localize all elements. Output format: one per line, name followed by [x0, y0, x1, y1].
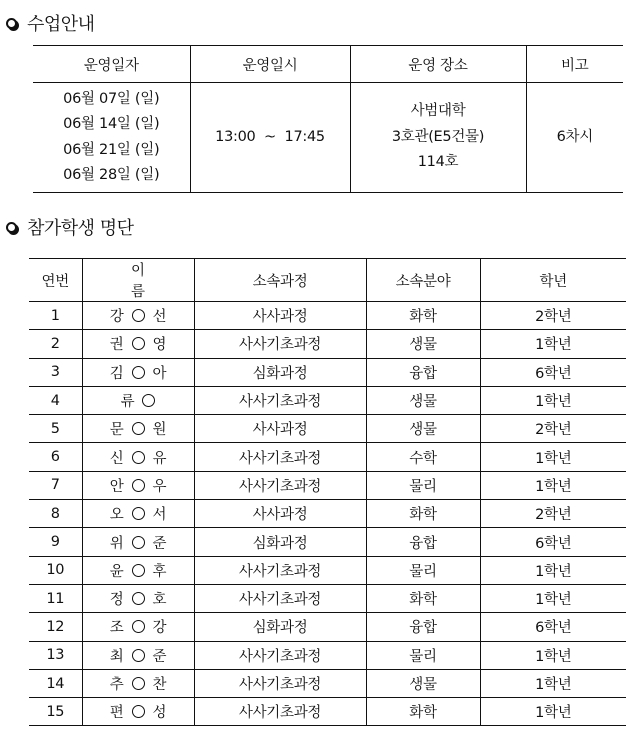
table-row: [29, 669, 626, 697]
student-roster-table: [29, 258, 626, 726]
header-grade: 학년: [480, 259, 626, 302]
masked-name: [83, 588, 194, 609]
row-number: 9: [29, 528, 82, 556]
header-no: 연번: [29, 259, 82, 302]
course: 사사기초과정: [194, 641, 366, 669]
field: 생물: [366, 669, 480, 697]
schedule-row: [33, 83, 623, 193]
circle-bullet-icon: [6, 222, 17, 233]
student-name: [82, 386, 194, 414]
name-first-char: 오: [109, 507, 124, 524]
masked-char-circle-icon: [132, 309, 145, 322]
name-first-char: 안: [109, 478, 124, 495]
name-first-char: 편: [109, 705, 124, 722]
student-name: [82, 613, 194, 641]
name-last-char: 강: [152, 620, 167, 637]
field: 융합: [366, 358, 480, 386]
masked-char-circle-icon: [132, 451, 145, 464]
field: 화학: [366, 302, 480, 330]
table-row: [29, 698, 626, 726]
table-row: [29, 500, 626, 528]
circle-bullet-icon: [6, 18, 17, 29]
date-item: 06월 14일 (일): [63, 116, 160, 132]
schedule-header-row: [33, 46, 623, 83]
masked-name: [83, 701, 194, 722]
grade: 6학년: [480, 358, 626, 386]
masked-char-circle-icon: [132, 592, 145, 605]
course: 사사기초과정: [194, 443, 366, 471]
row-number: 11: [29, 584, 82, 612]
grade: 1학년: [480, 641, 626, 669]
name-last-char: 원: [152, 422, 167, 439]
name-first-char: 최: [109, 648, 124, 665]
student-name: [82, 556, 194, 584]
masked-name: [83, 475, 194, 496]
place-line: 114호: [417, 154, 459, 171]
masked-name: [83, 305, 194, 326]
row-number: 10: [29, 556, 82, 584]
masked-char-circle-icon: [132, 705, 145, 718]
grade: 1학년: [480, 669, 626, 697]
table-row: [29, 584, 626, 612]
name-first-char: 정: [109, 592, 124, 609]
header-field: 소속분야: [366, 259, 480, 302]
schedule-table: [33, 45, 623, 193]
masked-name: [83, 418, 194, 439]
student-name: [82, 500, 194, 528]
masked-char-circle-icon: [132, 507, 145, 520]
roster-header-row: [29, 259, 626, 302]
header-place: 운영 장소: [350, 46, 526, 83]
name-first-char: 류: [120, 394, 135, 411]
table-row: [29, 443, 626, 471]
name-first-char: 김: [109, 365, 124, 382]
masked-name: [83, 362, 194, 383]
masked-name: [83, 390, 194, 411]
student-name: [82, 698, 194, 726]
field: 수학: [366, 443, 480, 471]
table-row: [29, 358, 626, 386]
masked-char-circle-icon: [132, 422, 145, 435]
course: 사사기초과정: [194, 330, 366, 358]
place-line: 3호관(E5건물): [391, 128, 485, 145]
header-date: 운영일자: [33, 46, 190, 83]
name-first-char: 신: [109, 450, 124, 467]
masked-char-circle-icon: [132, 337, 145, 350]
course: 사사기초과정: [194, 471, 366, 499]
student-name: [82, 669, 194, 697]
name-last-char: 우: [152, 478, 167, 495]
class-info-heading: [6, 10, 95, 36]
masked-char-circle-icon: [132, 564, 145, 577]
table-row: [29, 556, 626, 584]
table-row: [29, 613, 626, 641]
row-number: 7: [29, 471, 82, 499]
masked-char-circle-icon: [142, 394, 155, 407]
place-line: 사범대학: [410, 103, 466, 120]
course: 사사과정: [194, 302, 366, 330]
masked-name: [83, 532, 194, 553]
schedule-time: 13:00 ~ 17:45: [190, 83, 350, 193]
student-name: [82, 641, 194, 669]
field: 물리: [366, 641, 480, 669]
student-name: [82, 471, 194, 499]
name-last-char: 준: [152, 535, 167, 552]
student-name: [82, 302, 194, 330]
grade: 6학년: [480, 528, 626, 556]
name-last-char: 찬: [152, 677, 167, 693]
field: 물리: [366, 471, 480, 499]
masked-char-circle-icon: [132, 649, 145, 662]
masked-char-circle-icon: [132, 479, 145, 492]
name-last-char: 영: [152, 337, 167, 354]
grade: 1학년: [480, 386, 626, 414]
name-last-char: 호: [152, 592, 167, 609]
header-name: 이름: [82, 259, 194, 302]
grade: 2학년: [480, 415, 626, 443]
course: 심화과정: [194, 613, 366, 641]
field: 융합: [366, 613, 480, 641]
field: 생물: [366, 330, 480, 358]
grade: 1학년: [480, 584, 626, 612]
name-first-char: 추: [109, 677, 124, 693]
course: 사사기초과정: [194, 386, 366, 414]
student-name: [82, 584, 194, 612]
name-first-char: 윤: [109, 563, 124, 580]
name-last-char: 후: [152, 563, 167, 580]
field: 생물: [366, 386, 480, 414]
course: 사사기초과정: [194, 669, 366, 697]
row-number: 6: [29, 443, 82, 471]
masked-char-circle-icon: [132, 620, 145, 633]
date-item: 06월 07일 (일): [63, 90, 160, 107]
row-number: 5: [29, 415, 82, 443]
name-first-char: 조: [109, 620, 124, 637]
masked-name: [83, 616, 194, 637]
name-first-char: 문: [109, 422, 124, 439]
table-row: [29, 471, 626, 499]
schedule-dates: [33, 83, 190, 193]
grade: 1학년: [480, 471, 626, 499]
header-course: 소속과정: [194, 259, 366, 302]
course: 사사과정: [194, 415, 366, 443]
masked-name: [83, 560, 194, 581]
field: 화학: [366, 584, 480, 612]
row-number: 13: [29, 641, 82, 669]
masked-char-circle-icon: [132, 677, 145, 690]
masked-name: [83, 503, 194, 524]
name-last-char: 준: [152, 648, 167, 665]
table-row: [29, 641, 626, 669]
name-first-char: 권: [109, 337, 124, 354]
table-row: [29, 302, 626, 330]
field: 화학: [366, 698, 480, 726]
course: 심화과정: [194, 528, 366, 556]
date-item: 06월 21일 (일): [63, 141, 160, 158]
row-number: 15: [46, 703, 65, 720]
grade: 1학년: [480, 330, 626, 358]
row-number: 14: [29, 669, 82, 697]
masked-char-circle-icon: [132, 366, 145, 379]
schedule-place: [350, 83, 526, 193]
grade: 2학년: [480, 500, 626, 528]
header-note: 비고: [526, 46, 623, 83]
row-number: 3: [29, 358, 82, 386]
field: 물리: [366, 556, 480, 584]
row-number: 1: [29, 302, 82, 330]
name-first-char: 위: [109, 535, 124, 552]
name-last-char: 서: [152, 507, 167, 524]
student-list-title: 참가학생 명단: [27, 218, 134, 239]
class-info-title: 수업안내: [27, 14, 95, 35]
row-number: 8: [29, 500, 82, 528]
masked-name: [83, 447, 194, 468]
table-row: [29, 386, 626, 414]
table-row: [29, 415, 626, 443]
masked-name: [83, 333, 194, 354]
grade: 1학년: [480, 698, 626, 726]
name-last-char: 아: [152, 365, 167, 382]
student-list-heading: [6, 214, 134, 240]
header-time: 운영일시: [190, 46, 350, 83]
table-row: [29, 330, 626, 358]
field: 융합: [366, 528, 480, 556]
row-number: 12: [29, 613, 82, 641]
masked-name: [83, 673, 194, 694]
student-name: [82, 330, 194, 358]
course: 사사과정: [194, 500, 366, 528]
grade: 6학년: [480, 613, 626, 641]
masked-name: [83, 645, 194, 666]
table-row: [29, 528, 626, 556]
grade: 1학년: [480, 443, 626, 471]
name-last-char: 성: [152, 705, 167, 722]
row-number: 2: [29, 330, 82, 358]
name-last-char: 선: [152, 309, 167, 326]
schedule-note: 6차시: [526, 83, 623, 193]
course: 사사기초과정: [194, 584, 366, 612]
student-name: [82, 358, 194, 386]
name-first-char: 강: [109, 309, 124, 326]
course: 사사기초과정: [194, 556, 366, 584]
grade: 2학년: [480, 302, 626, 330]
field: 화학: [366, 500, 480, 528]
course: 심화과정: [194, 358, 366, 386]
row-number: 4: [29, 386, 82, 414]
student-name: [82, 443, 194, 471]
masked-char-circle-icon: [132, 536, 145, 549]
student-name: [82, 415, 194, 443]
course: 사사기초과정: [194, 698, 366, 726]
student-name: [82, 528, 194, 556]
field: 생물: [366, 415, 480, 443]
date-item: 06월 28일 (일): [63, 167, 160, 183]
name-last-char: 유: [152, 450, 167, 467]
grade: 1학년: [480, 556, 626, 584]
